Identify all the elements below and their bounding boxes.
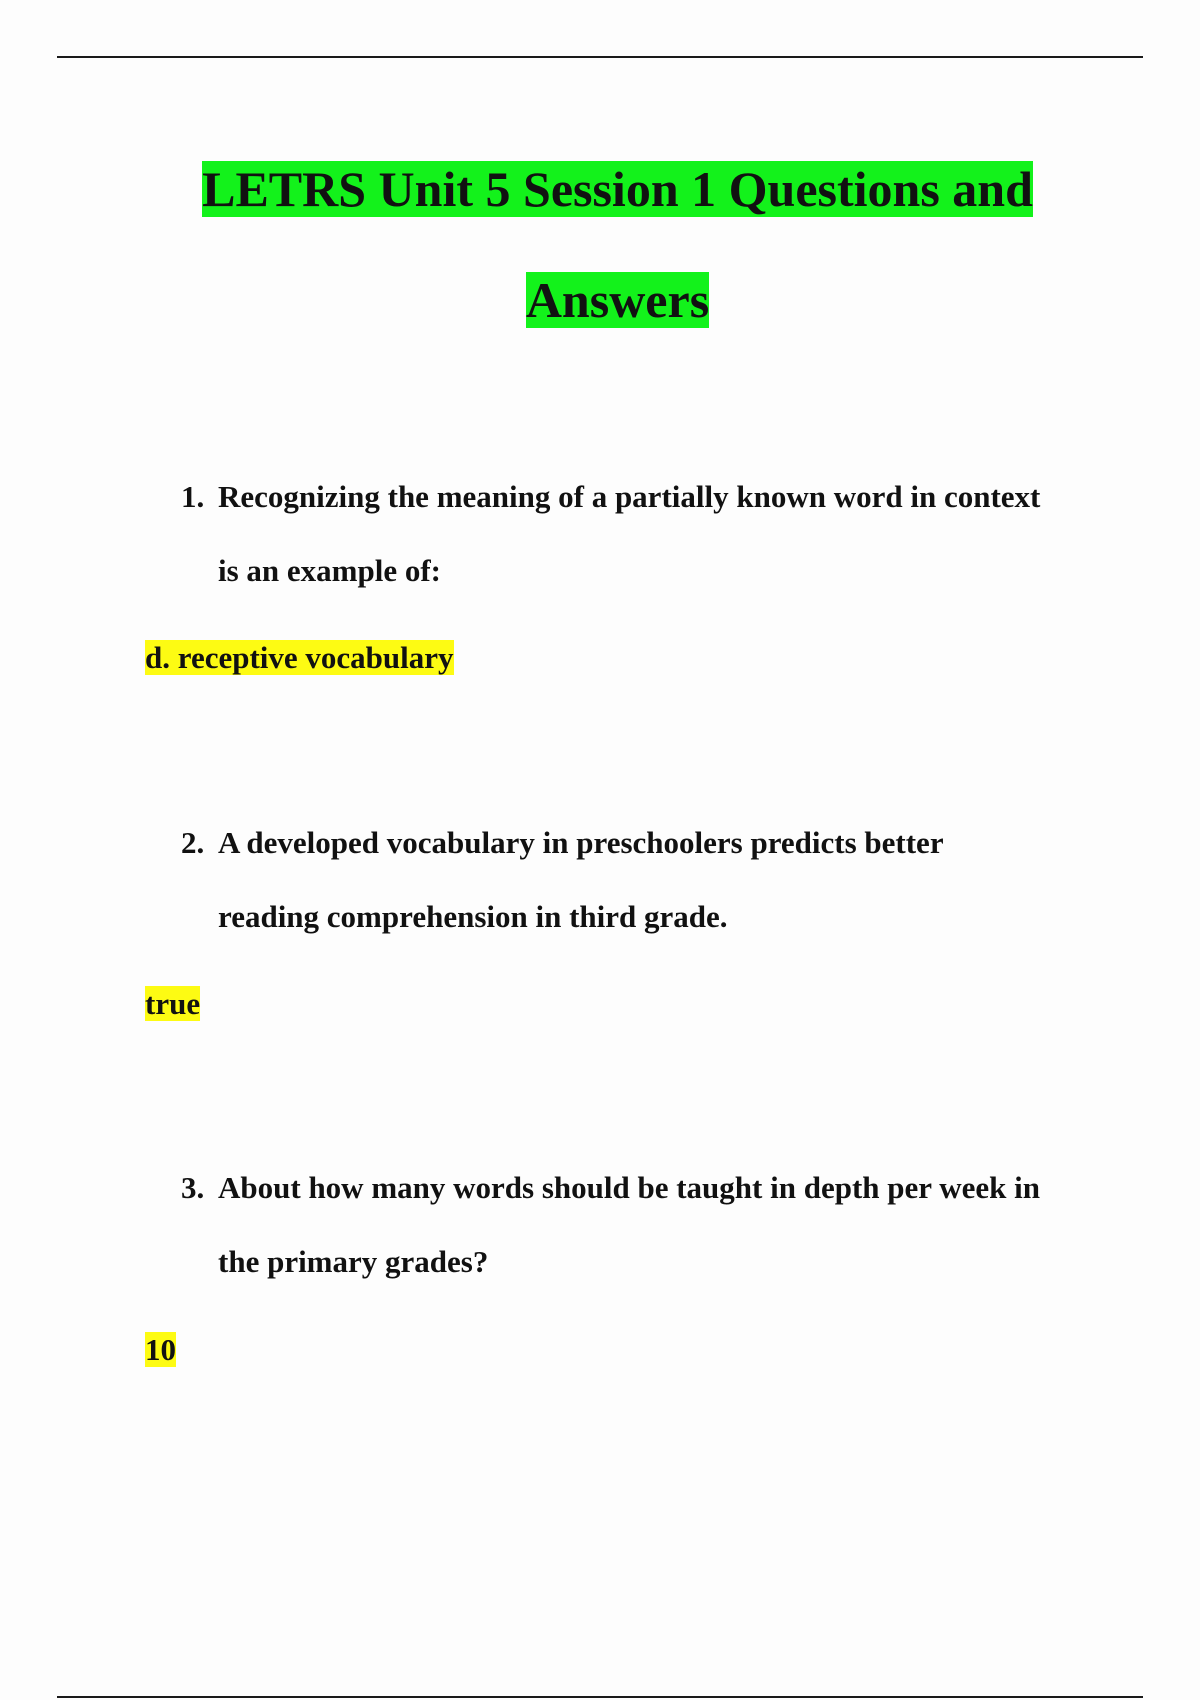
answer-text: d. receptive vocabulary: [145, 640, 454, 675]
question-1: [181, 460, 1081, 608]
question-text-line-2: is an example of:: [218, 553, 442, 588]
answer-text: 10: [145, 1332, 176, 1367]
question-number: 1.: [181, 479, 205, 514]
question-3: [181, 1151, 1081, 1299]
question-2: [181, 806, 1081, 954]
answer-1: [145, 638, 454, 678]
answer-2: [145, 984, 200, 1024]
bottom-divider: [57, 1696, 1143, 1698]
question-text: [181, 460, 1081, 608]
question-text-line-2: reading comprehension in third grade.: [218, 899, 728, 934]
page-title-line-2: Answers: [525, 272, 710, 328]
question-text-line-1: A developed vocabulary in preschoolers predicts better: [218, 825, 944, 860]
page-title: [0, 134, 1200, 356]
question-number: 2.: [181, 825, 205, 860]
answer-text: true: [145, 986, 201, 1021]
question-text-line-2: the primary grades?: [218, 1244, 489, 1279]
page-title-line-1: LETRS Unit 5 Session 1 Questions and: [202, 161, 1033, 217]
question-text-line-1: About how many words should be taught in depth per week in: [218, 1170, 1040, 1205]
question-number: 3.: [181, 1170, 205, 1205]
top-divider: [57, 56, 1143, 58]
question-text: [181, 806, 1081, 954]
question-text: [181, 1151, 1081, 1299]
answer-3: [145, 1330, 176, 1370]
question-text-line-1: Recognizing the meaning of a partially known word in context: [218, 479, 1041, 514]
